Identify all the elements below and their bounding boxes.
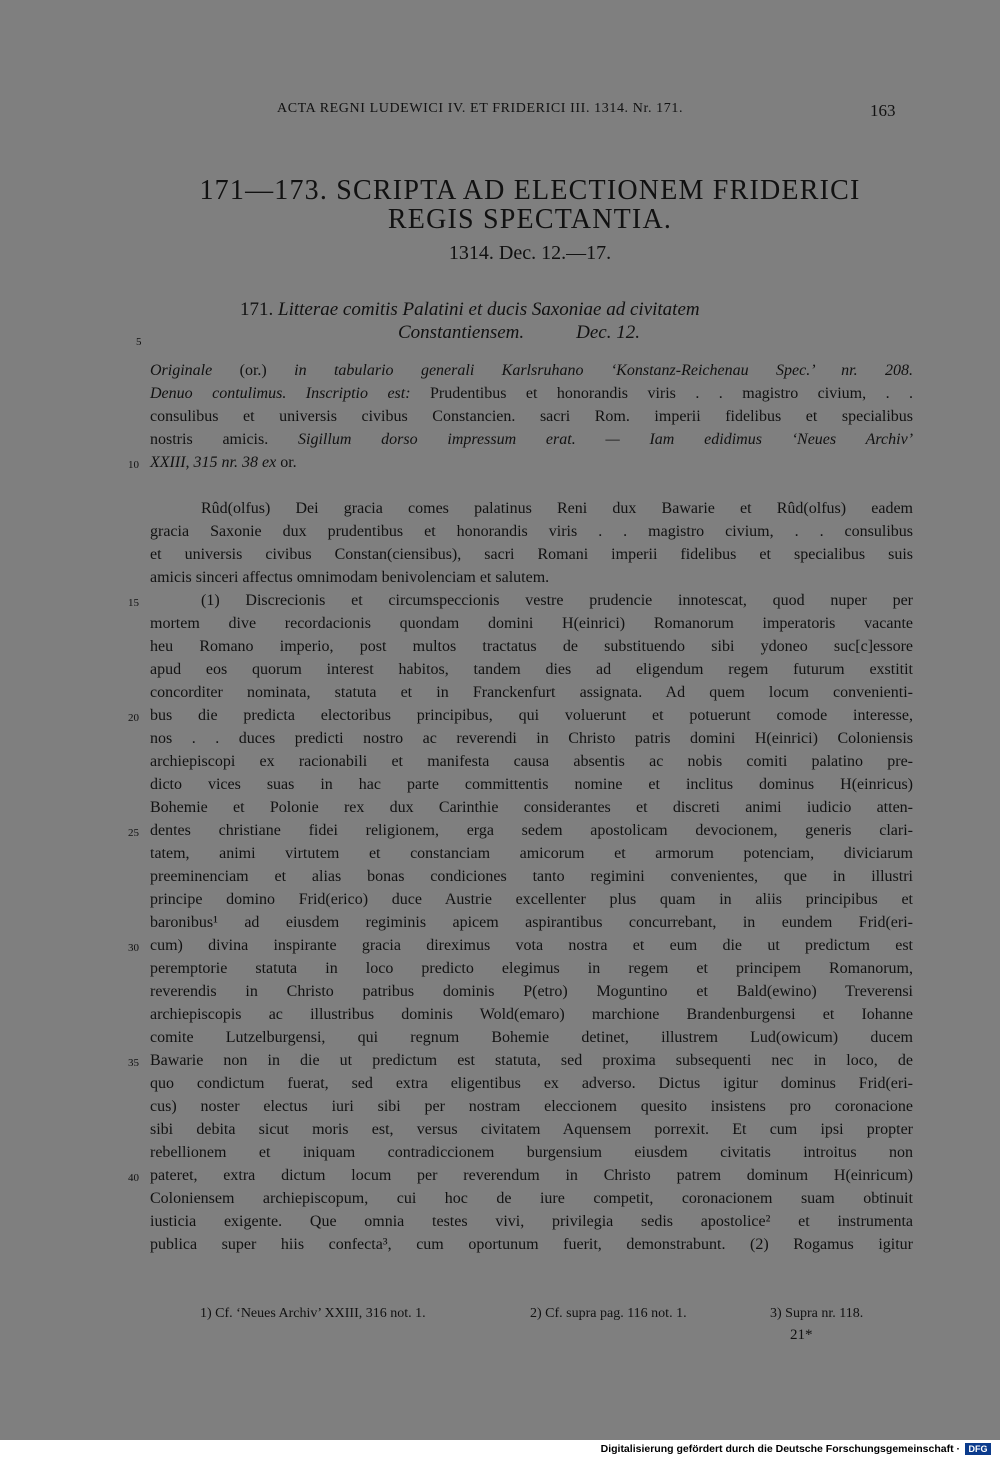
text-line: comite Lutzelburgensi, qui regnum Bohemie detinet, illustrem Lud(owicum) ducem [150, 1029, 913, 1046]
text-line: (1) Discrecionis et circumspeccionis vestre prudencie innotescat, quod nuper per [201, 592, 913, 609]
section-date: 1314. Dec. 12.—17. [448, 242, 612, 264]
dfg-logo: DFG [965, 1443, 991, 1455]
text-line: tatem, animi virtutem et constanciam amicorum et armorum potenciam, diviciarum [150, 845, 913, 862]
footnote-2: 2) Cf. supra pag. 116 not. 1. [530, 1306, 687, 1321]
line-number: 15 [128, 597, 139, 609]
section-title-line-1: 171—173. SCRIPTA AD ELECTIONEM FRIDERICI [199, 175, 861, 206]
text-line: Bohemie et Polonie rex dux Carinthie considerantes et discreti animi iudicio atten- [150, 799, 913, 816]
line-number: 35 [128, 1057, 139, 1069]
text-line: sibi debita sicut moris est, versus civitatem Aquensem porrexit. Et cum ipsi propter [150, 1121, 913, 1138]
running-head: ACTA REGNI LUDEWICI IV. ET FRIDERICI III. 1314. Nr. 171. [277, 101, 684, 116]
apparatus-line: consulibus et universis civibus Constancien. sacri Rom. imperii fidelibus et specialibus [150, 408, 913, 425]
text-line: Rûd(olfus) Dei gracia comes palatinus Reni dux Bawarie et Rûd(olfus) eadem [201, 500, 913, 517]
text-line: Bawarie non in die ut predictum est statuta, sed proxima subsequenti nec in loco, de [150, 1052, 913, 1069]
text-line: dicto vices suas in hac parte committentis nomine et inclitus dominus H(einricus) [150, 776, 913, 793]
text-line: iusticia exigente. Que omnia testes vivi, privilegia sedis apostolice² et instrumenta [150, 1213, 913, 1230]
apparatus-line: nostris amicis. Sigillum dorso impressum erat. — Iam edidimus ‘Neues Archiv’ [150, 431, 914, 448]
text-line: Coloniensem archiepiscopum, cui hoc de iure competit, coronacionem suam obtinuit [150, 1190, 913, 1207]
text-line: cum) divina inspirante gracia direximus vota nostra et eum die ut predictum est [150, 937, 913, 954]
page-number: 163 [870, 101, 896, 120]
text-line: peremptorie statuta in loco predicto elegimus in regem et principem Romanorum, [150, 960, 913, 977]
document-number: 171. [240, 299, 274, 320]
text-line: bus die predicta electoribus principibus, qui voluerunt et potuerunt comode interesse, [150, 707, 913, 724]
text-line: quo condictum fuerat, sed extra eligentibus ex adverso. Dictus igitur dominus Frid(eri- [150, 1075, 913, 1092]
footnote-3: 3) Supra nr. 118. [770, 1306, 864, 1321]
text-line: archiepiscopi ex racionabili et manifesta causa absentis ac nobis comiti palatino pre- [150, 753, 913, 770]
text-line: rebellionem et iniquam contradiccionem burgensium eiusdem civitatis introitus non [150, 1144, 913, 1161]
footnote-1: 1) Cf. ‘Neues Archiv’ XXIII, 316 not. 1. [200, 1306, 426, 1321]
line-number: 30 [128, 942, 139, 954]
text-line: et universis civibus Constan(ciensibus), sacri Romani imperii fidelibus et specialibus suis [150, 546, 913, 563]
line-number: 20 [128, 712, 139, 724]
funding-note: Digitalisierung gefördert durch die Deutsche Forschungsgemeinschaft · [600, 1443, 960, 1455]
text-line: gracia Saxonie dux prudentibus et honorandis viris . . magistro civium, . . consulibus [150, 523, 913, 540]
section-title-line-2: REGIS SPECTANTIA. [387, 204, 673, 235]
line-number: 25 [128, 827, 139, 839]
text-line: publica super hiis confecta³, cum oportunum fuerit, demonstrabunt. (2) Rogamus igitur [150, 1236, 913, 1253]
text-line: amicis sinceri affectus omnimodam benivolenciam et salutem. [150, 569, 550, 586]
line-number: 5 [136, 336, 142, 348]
line-number: 10 [128, 459, 139, 471]
document-title-line-1: Litterae comitis Palatini et ducis Saxoniae ad civitatem [278, 299, 700, 320]
text-line: heu Romano imperio, post multos tractatus de substituendo sibi ydoneo suc[c]essore [150, 638, 913, 655]
text-line: baronibus¹ ad eiusdem regiminis apicem aspirantibus concurrebant, in eundem Frid(eri- [150, 914, 913, 931]
apparatus-line: XXIII, 315 nr. 38 ex or. [150, 454, 297, 471]
text-line: archiepiscopis ac illustribus dominis Wold(emaro) marchione Brandenburgensi et Iohanne [150, 1006, 913, 1023]
text-line: principe domino Frid(erico) duce Austrie excellenter plus quam in aliis principibus et [150, 891, 913, 908]
text-line: concorditer nominata, statuta et in Franckenfurt assignata. Ad quem locum convenienti- [150, 684, 913, 701]
apparatus-line: Originale (or.) in tabulario generali Karlsruhano ‘Konstanz-Reichenau Spec.’ nr. 208. [150, 362, 914, 379]
text-line: dentes christiane fidei religionem, erga sedem apostolicam devocionem, generis clari- [150, 822, 913, 839]
line-number: 40 [128, 1172, 139, 1184]
text-line: reverendis in Christo patribus dominis P(etro) Moguntino et Bald(ewino) Treverensi [150, 983, 913, 1000]
text-line: apud eos quorum interest habitos, tandem dies ad eligendum regem futurum exstitit [150, 661, 913, 678]
signature-mark: 21* [790, 1327, 813, 1343]
document-title-line-2: Constantiensem. [398, 322, 525, 343]
text-line: nos . . duces predicti nostro ac reverendi in Christo patris domini H(einrici) Coloniensis [150, 730, 913, 747]
apparatus-line: Denuo contulimus. Inscriptio est: Prudentibus et honorandis viris . . magistro civium, . . [150, 385, 914, 402]
text-line: mortem dive recordacionis quondam domini H(einrici) Romanorum imperatoris vacante [150, 615, 913, 632]
text-line: preeminenciam et alias bonas condiciones tanto regimini convenientes, que in illustri [150, 868, 913, 885]
document-heading-line-2 [398, 322, 640, 344]
text-line: cus) noster electus iuri sibi per nostram eleccionem quesito insistens pro coronacione [150, 1098, 913, 1115]
document-heading [240, 299, 700, 321]
text-line: pateret, extra dictum locum per reverendum in Christo patrem dominum H(einricum) [150, 1167, 913, 1184]
document-date: Dec. 12. [576, 322, 640, 343]
